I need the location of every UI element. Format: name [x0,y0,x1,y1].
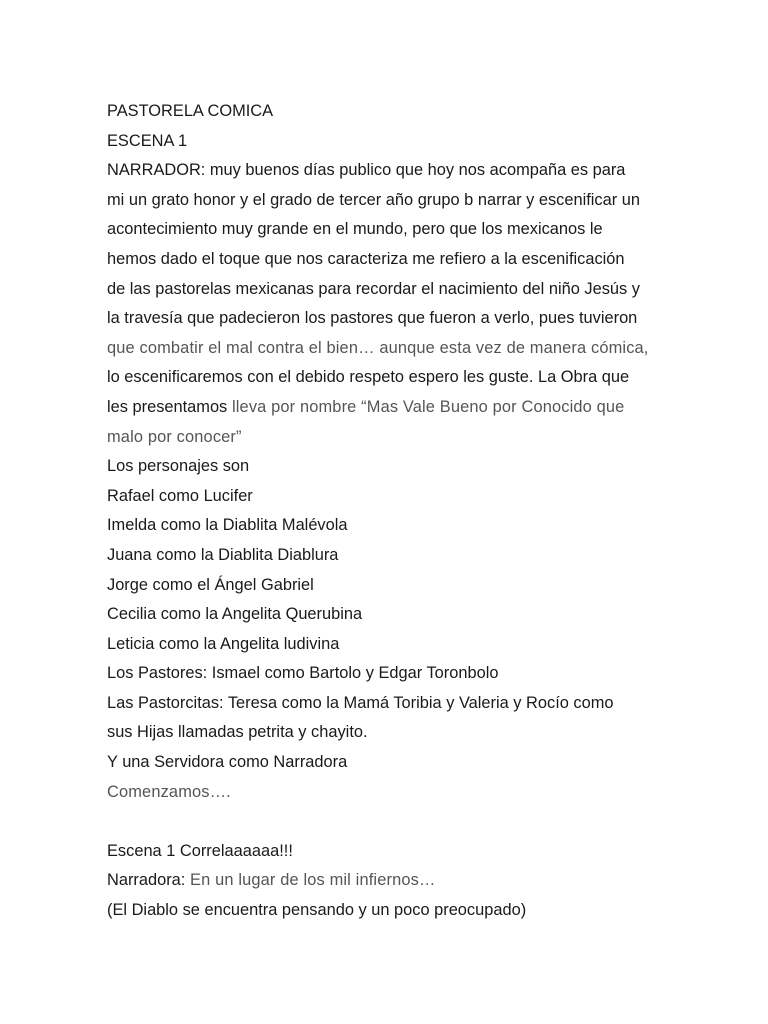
begin-line: Comenzamos…. [107,782,231,801]
narration-dark-segment: les presentamos [107,397,228,416]
narration-line: mi un grato honor y el grado de tercer año grupo b narrar y escenificar un [107,190,640,209]
scene-heading: ESCENA 1 [107,131,188,150]
character-item: Y una Servidora como Narradora [107,753,348,772]
narration-line: de las pastorelas mexicanas para recordar el nacimiento del niño Jesús y [107,279,640,298]
character-item: Los Pastores: Ismael como Bartolo y Edgar Toronbolo [107,664,499,683]
character-item: Imelda como la Diablita Malévola [107,516,348,535]
narration-line-light: malo por conocer” [107,427,242,446]
character-item: Juana como la Diablita Diablura [107,545,339,564]
narration-line: NARRADOR: muy buenos días publico que hoy nos acompaña es para [107,161,626,180]
narradora-text: En un lugar de los mil infiernos… [185,871,436,890]
blank-line [107,807,708,837]
character-item: Las Pastorcitas: Teresa como la Mamá Toribia y Valeria y Rocío como [107,693,614,712]
narration-line-mixed [107,393,708,423]
narration-line-light: que combatir el mal contra el bien… aunque esta vez de manera cómica, [107,338,649,357]
character-item: Rafael como Lucifer [107,486,253,505]
narration-light-segment: lleva por nombre “Mas Vale Bueno por Conocido que [227,397,625,416]
scene-1-heading: Escena 1 Correlaaaaaa!!! [107,841,293,860]
narradora-line [107,866,708,896]
stage-direction: (El Diablo se encuentra pensando y un poco preocupado) [107,901,527,920]
character-item: Leticia como la Angelita ludivina [107,634,340,653]
narration-line: acontecimiento muy grande en el mundo, pero que los mexicanos le [107,220,603,239]
narradora-label: Narradora: [107,871,186,890]
narration-line: lo escenificaremos con el debido respeto espero les guste. La Obra que [107,368,630,387]
characters-intro: Los personajes son [107,457,250,476]
narration-line: hemos dado el toque que nos caracteriza me refiero a la escenificación [107,249,625,268]
character-item: sus Hijas llamadas petrita y chayito. [107,723,368,742]
document-title: PASTORELA COMICA [107,102,274,120]
character-item: Jorge como el Ángel Gabriel [107,575,314,594]
narration-line: la travesía que padecieron los pastores que fueron a verlo, pues tuvieron [107,309,638,328]
character-item: Cecilia como la Angelita Querubina [107,605,363,624]
